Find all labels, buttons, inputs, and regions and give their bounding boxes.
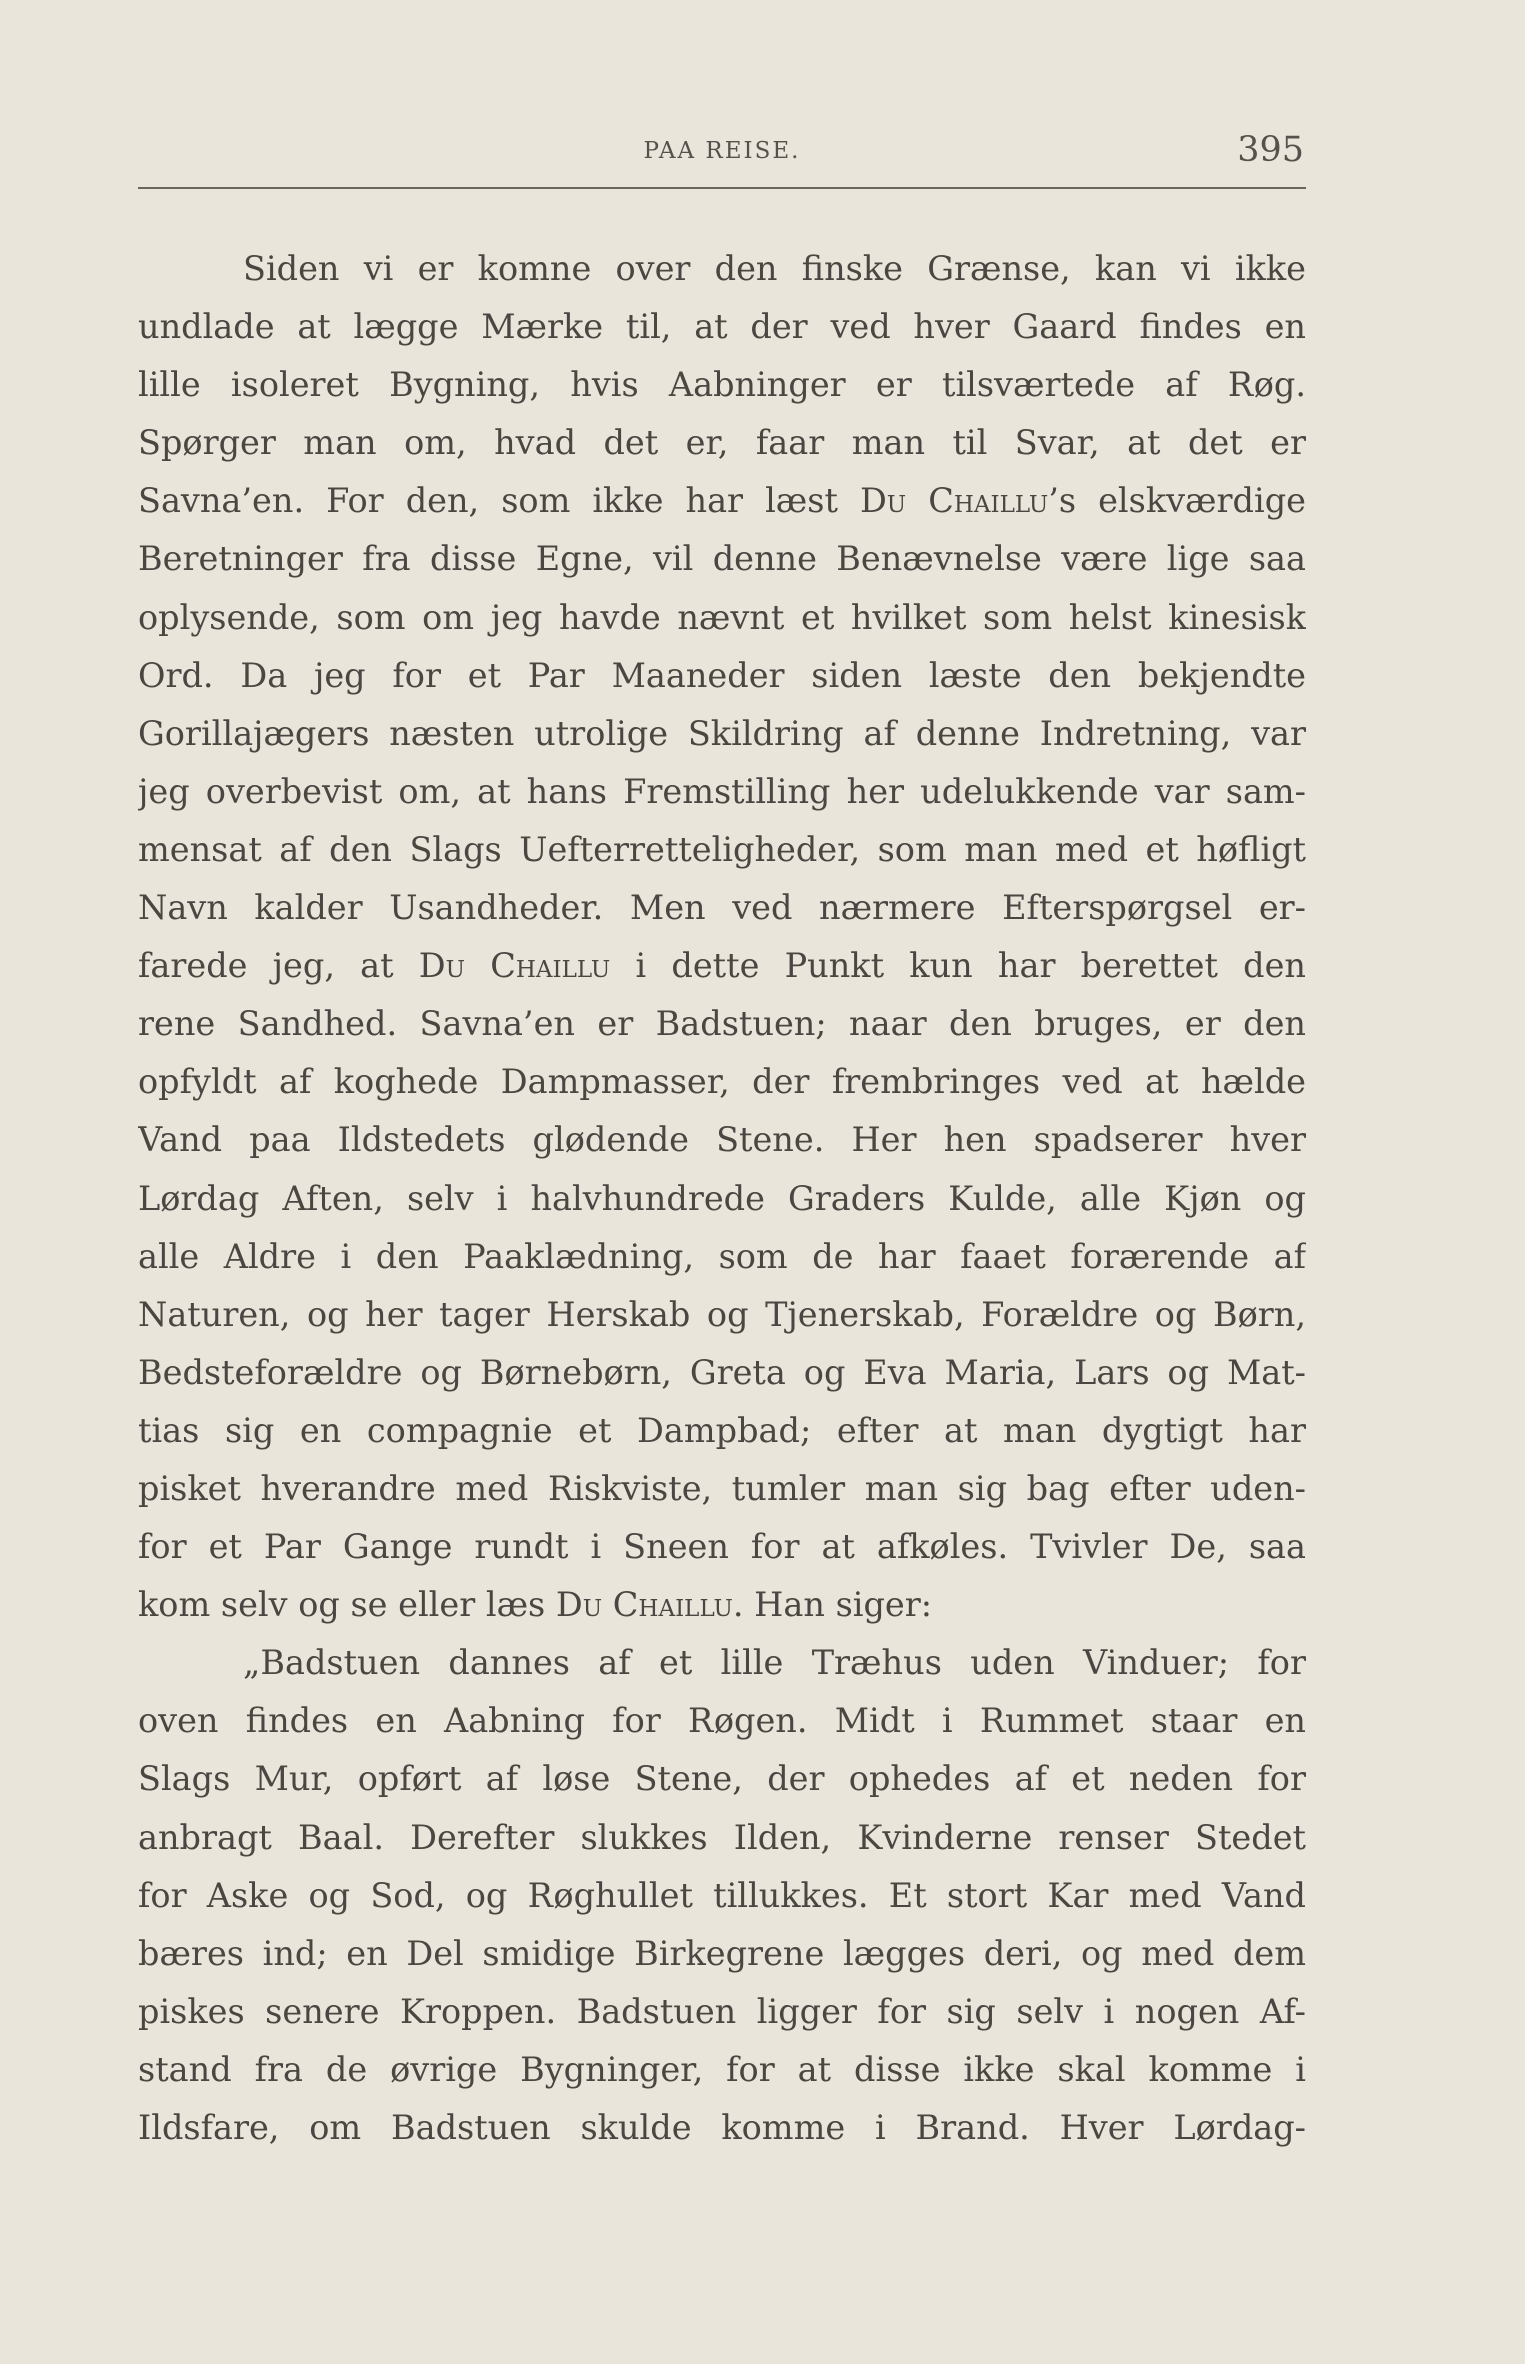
text-line [138,937,1306,995]
text-line [138,705,1306,763]
running-head-title: PAA REISE. [643,138,801,164]
text-span: ’s elskværdige [1048,481,1306,521]
page-number: 395 [1237,130,1304,170]
text-line [138,1692,1306,1750]
text-span: kom selv og se eller læs [138,1585,556,1625]
text-line [138,1867,1306,1925]
text-span: Gorillajægers næsten utrolige Skildring af denne Indretning, var [138,713,1306,753]
text-span: oplysende, som om jeg havde nævnt et hvilket som helst kinesisk [138,597,1306,637]
text-span: Naturen, og her tager Herskab og Tjenerskab, Forældre og Børn, [138,1294,1306,1334]
text-line [138,821,1306,879]
text-line [138,1402,1306,1460]
text-span: rene Sandhed. Savna’en er Badstuen; naar den bruges, er den [138,1004,1306,1044]
text-span: i dette Punkt kun har berettet den [610,946,1306,986]
text-span: Slags Mur, opført af løse Stene, der ophedes af et neden for [138,1759,1306,1799]
text-line [138,1460,1306,1518]
text-span: farede jeg, at [138,946,419,986]
text-line [138,298,1306,356]
text-line [138,1053,1306,1111]
header-rule [138,187,1306,189]
text-span: Ildsfare, om Badstuen skulde komme i Brand. Hver Lørdag- [138,2108,1306,2147]
text-line [138,647,1306,705]
text-span: piskes senere Kroppen. Badstuen ligger for sig selv i nogen Af- [138,1991,1306,2031]
text-line [138,1344,1306,1402]
text-span: alle Aldre i den Paaklædning, som de har faaet forærende af [138,1236,1306,1276]
author-name-smallcaps: Du Chaillu [859,481,1049,521]
text-line [138,763,1306,821]
text-span: mensat af den Slags Uefterretteligheder, som man med et høfligt [138,829,1306,869]
text-span: Siden vi er komne over den finske Grænse, kan vi ikke [243,249,1306,288]
text-span: tias sig en compagnie et Dampbad; efter at man dygtigt har [138,1410,1306,1450]
body-text [138,240,1306,2157]
text-span: Savna’en. For den, som ikke har læst [138,481,860,521]
text-span: Bedsteforældre og Børnebørn, Greta og Eva Maria, Lars og Mat- [138,1352,1306,1392]
text-span: Beretninger fra disse Egne, vil denne Benævnelse være lige saa [138,539,1306,579]
text-line [138,1925,1306,1983]
text-line [138,2099,1306,2157]
text-line [138,1111,1306,1169]
text-span: opfyldt af koghede Dampmasser, der frembringes ved at hælde [138,1062,1306,1102]
author-name-smallcaps: Du Chaillu [555,1585,733,1625]
text-span: pisket hverandre med Riskviste, tumler man sig bag efter uden- [138,1468,1306,1508]
text-line [138,879,1306,937]
text-span: . Han siger: [732,1585,933,1625]
text-line [138,2041,1306,2099]
text-line [138,1809,1306,1867]
text-line [138,1228,1306,1286]
text-span: stand fra de øvrige Bygninger, for at disse ikke skal komme i [138,2049,1306,2089]
author-name-smallcaps: Du Chaillu [418,946,611,986]
text-line [138,1576,1306,1634]
text-line [138,1286,1306,1344]
text-line [138,1170,1306,1228]
text-line [138,414,1306,472]
text-line [138,1750,1306,1808]
text-span: Lørdag Aften, selv i halvhundrede Graders Kulde, alle Kjøn og [138,1178,1306,1218]
text-span: Ord. Da jeg for et Par Maaneder siden læste den bekjendte [138,655,1306,695]
text-span: lille isoleret Bygning, hvis Aabninger er tilsværtede af Røg. [138,365,1306,405]
text-span: oven findes en Aabning for Røgen. Midt i Rummet staar en [138,1701,1306,1741]
text-span: jeg overbevist om, at hans Fremstilling her udelukkende var sam- [138,771,1306,811]
text-line [138,1518,1306,1576]
running-head [138,130,1306,180]
text-span: Vand paa Ildstedets glødende Stene. Her hen spadserer hver [138,1120,1306,1160]
text-span: Navn kalder Usandheder. Men ved nærmere Efterspørgsel er- [138,888,1306,928]
text-span: for Aske og Sod, og Røghullet tillukkes. Et stort Kar med Vand [138,1875,1306,1915]
text-line [138,472,1306,530]
text-line [138,1634,1306,1692]
text-line [138,1983,1306,2041]
text-line [138,530,1306,588]
text-span: bæres ind; en Del smidige Birkegrene lægges deri, og med dem [138,1933,1306,1973]
text-line [138,240,1306,298]
text-line [138,995,1306,1053]
text-line [138,589,1306,647]
text-span: „Badstuen dannes af et lille Træhus uden Vinduer; for [243,1643,1306,1683]
text-span: Spørger man om, hvad det er, faar man til Svar, at det er [138,423,1306,463]
text-span: undlade at lægge Mærke til, at der ved hver Gaard findes en [138,307,1306,347]
text-line [138,356,1306,414]
text-span: for et Par Gange rundt i Sneen for at afkøles. Tvivler De, saa [138,1527,1306,1567]
text-span: anbragt Baal. Derefter slukkes Ilden, Kvinderne renser Stedet [138,1817,1306,1857]
